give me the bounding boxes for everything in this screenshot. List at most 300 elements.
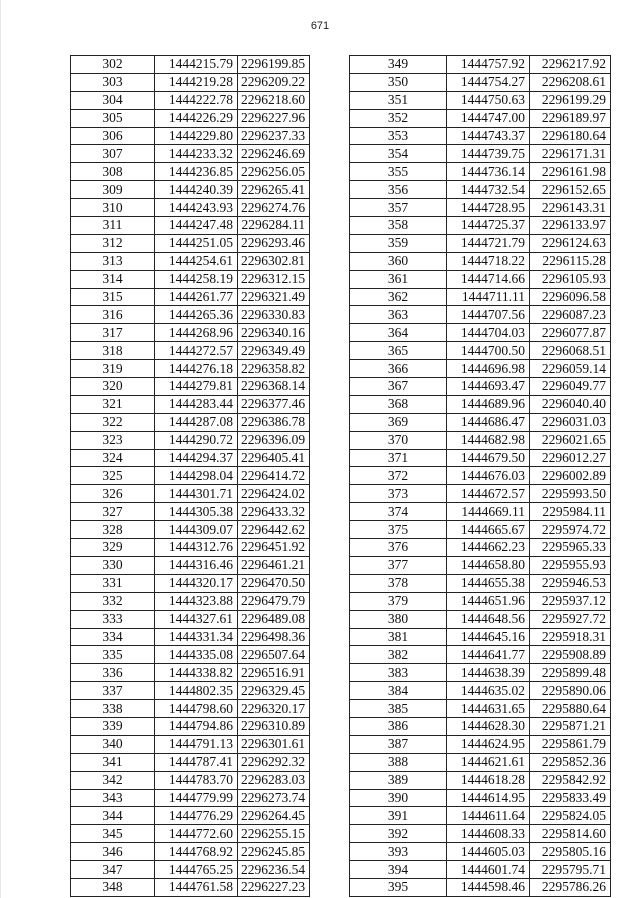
x-coordinate-cell: 1444689.96 [447,395,530,413]
y-coordinate-cell: 2296105.93 [530,270,611,288]
y-coordinate-cell: 2296199.29 [530,91,611,109]
point-number-cell: 362 [350,288,447,306]
y-coordinate-cell: 2296302.81 [238,252,310,270]
y-coordinate-cell: 2296405.41 [238,449,310,467]
point-number-cell: 349 [350,56,447,74]
x-coordinate-cell: 1444714.66 [447,270,530,288]
x-coordinate-cell: 1444776.29 [155,807,238,825]
point-number-cell: 322 [71,413,155,431]
point-number-cell: 344 [71,807,155,825]
point-number-cell: 348 [71,878,155,896]
table-row [71,378,310,396]
y-coordinate-cell: 2296255.15 [238,825,310,843]
x-coordinate-cell: 1444676.03 [447,467,530,485]
point-number-cell: 386 [350,717,447,735]
point-number-cell: 383 [350,664,447,682]
y-coordinate-cell: 2296349.49 [238,342,310,360]
point-number-cell: 326 [71,485,155,503]
point-number-cell: 324 [71,449,155,467]
y-coordinate-cell: 2296246.69 [238,145,310,163]
y-coordinate-cell: 2296284.11 [238,217,310,235]
x-coordinate-cell: 1444258.19 [155,270,238,288]
y-coordinate-cell: 2295861.79 [530,735,611,753]
y-coordinate-cell: 2296068.51 [530,342,611,360]
y-coordinate-cell: 2296433.32 [238,503,310,521]
x-coordinate-cell: 1444614.95 [447,789,530,807]
table-row [71,449,310,467]
table-row [350,521,611,539]
y-coordinate-cell: 2296274.76 [238,199,310,217]
table-row [350,217,611,235]
y-coordinate-cell: 2296264.45 [238,807,310,825]
x-coordinate-cell: 1444757.92 [447,56,530,74]
y-coordinate-cell: 2296189.97 [530,109,611,127]
x-coordinate-cell: 1444312.76 [155,539,238,557]
y-coordinate-cell: 2296049.77 [530,378,611,396]
point-number-cell: 366 [350,360,447,378]
y-coordinate-cell: 2296143.31 [530,199,611,217]
point-number-cell: 312 [71,234,155,252]
x-coordinate-cell: 1444290.72 [155,431,238,449]
table-row [71,807,310,825]
table-row [71,628,310,646]
point-number-cell: 377 [350,556,447,574]
table-row [350,628,611,646]
point-number-cell: 339 [71,717,155,735]
x-coordinate-cell: 1444301.71 [155,485,238,503]
y-coordinate-cell: 2295974.72 [530,521,611,539]
table-row [350,109,611,127]
point-number-cell: 379 [350,592,447,610]
y-coordinate-cell: 2295965.33 [530,539,611,557]
point-number-cell: 346 [71,843,155,861]
x-coordinate-cell: 1444638.39 [447,664,530,682]
table-row [350,234,611,252]
coordinates-table-right [349,55,611,897]
point-number-cell: 309 [71,181,155,199]
x-coordinate-cell: 1444298.04 [155,467,238,485]
table-row [71,753,310,771]
x-coordinate-cell: 1444704.03 [447,324,530,342]
x-coordinate-cell: 1444305.38 [155,503,238,521]
table-row [71,56,310,74]
point-number-cell: 382 [350,646,447,664]
x-coordinate-cell: 1444618.28 [447,771,530,789]
point-number-cell: 331 [71,574,155,592]
point-number-cell: 359 [350,234,447,252]
y-coordinate-cell: 2296087.23 [530,306,611,324]
y-coordinate-cell: 2295880.64 [530,700,611,718]
y-coordinate-cell: 2296273.74 [238,789,310,807]
point-number-cell: 308 [71,163,155,181]
x-coordinate-cell: 1444765.25 [155,861,238,879]
x-coordinate-cell: 1444226.29 [155,109,238,127]
table-row [71,682,310,700]
x-coordinate-cell: 1444611.64 [447,807,530,825]
x-coordinate-cell: 1444672.57 [447,485,530,503]
x-coordinate-cell: 1444665.67 [447,521,530,539]
table-row [350,324,611,342]
x-coordinate-cell: 1444750.63 [447,91,530,109]
table-row [350,145,611,163]
point-number-cell: 310 [71,199,155,217]
table-row [71,485,310,503]
x-coordinate-cell: 1444233.32 [155,145,238,163]
x-coordinate-cell: 1444247.48 [155,217,238,235]
page-edge [0,0,1,898]
x-coordinate-cell: 1444628.30 [447,717,530,735]
point-number-cell: 370 [350,431,447,449]
point-number-cell: 320 [71,378,155,396]
x-coordinate-cell: 1444787.41 [155,753,238,771]
x-coordinate-cell: 1444251.05 [155,234,238,252]
y-coordinate-cell: 2296293.46 [238,234,310,252]
y-coordinate-cell: 2295786.26 [530,878,611,896]
x-coordinate-cell: 1444272.57 [155,342,238,360]
point-number-cell: 361 [350,270,447,288]
table-row [350,485,611,503]
y-coordinate-cell: 2296265.41 [238,181,310,199]
x-coordinate-cell: 1444316.46 [155,556,238,574]
y-coordinate-cell: 2295814.60 [530,825,611,843]
x-coordinate-cell: 1444641.77 [447,646,530,664]
table-row [350,127,611,145]
y-coordinate-cell: 2296310.89 [238,717,310,735]
y-coordinate-cell: 2295833.49 [530,789,611,807]
y-coordinate-cell: 2296330.83 [238,306,310,324]
y-coordinate-cell: 2296424.02 [238,485,310,503]
x-coordinate-cell: 1444601.74 [447,861,530,879]
x-coordinate-cell: 1444268.96 [155,324,238,342]
x-coordinate-cell: 1444747.00 [447,109,530,127]
x-coordinate-cell: 1444283.44 [155,395,238,413]
x-coordinate-cell: 1444243.93 [155,199,238,217]
y-coordinate-cell: 2295937.12 [530,592,611,610]
x-coordinate-cell: 1444721.79 [447,234,530,252]
x-coordinate-cell: 1444254.61 [155,252,238,270]
x-coordinate-cell: 1444261.77 [155,288,238,306]
y-coordinate-cell: 2296507.64 [238,646,310,664]
table-row [350,861,611,879]
x-coordinate-cell: 1444736.14 [447,163,530,181]
y-coordinate-cell: 2296199.85 [238,56,310,74]
x-coordinate-cell: 1444624.95 [447,735,530,753]
point-number-cell: 311 [71,217,155,235]
table-row [350,467,611,485]
point-number-cell: 327 [71,503,155,521]
table-row [350,342,611,360]
point-number-cell: 341 [71,753,155,771]
point-number-cell: 364 [350,324,447,342]
point-number-cell: 375 [350,521,447,539]
point-number-cell: 367 [350,378,447,396]
x-coordinate-cell: 1444635.02 [447,682,530,700]
table-row [350,825,611,843]
point-number-cell: 372 [350,467,447,485]
y-coordinate-cell: 2296301.61 [238,735,310,753]
table-row [71,700,310,718]
x-coordinate-cell: 1444743.37 [447,127,530,145]
x-coordinate-cell: 1444662.23 [447,539,530,557]
table-row [350,360,611,378]
table-row [71,234,310,252]
x-coordinate-cell: 1444648.56 [447,610,530,628]
table-row [71,467,310,485]
x-coordinate-cell: 1444658.80 [447,556,530,574]
y-coordinate-cell: 2296124.63 [530,234,611,252]
point-number-cell: 340 [71,735,155,753]
y-coordinate-cell: 2295871.21 [530,717,611,735]
y-coordinate-cell: 2296414.72 [238,467,310,485]
x-coordinate-cell: 1444655.38 [447,574,530,592]
point-number-cell: 317 [71,324,155,342]
table-row [350,753,611,771]
point-number-cell: 307 [71,145,155,163]
table-row [71,556,310,574]
x-coordinate-cell: 1444621.61 [447,753,530,771]
table-row [71,592,310,610]
y-coordinate-cell: 2295795.71 [530,861,611,879]
x-coordinate-cell: 1444679.50 [447,449,530,467]
y-coordinate-cell: 2295852.36 [530,753,611,771]
point-number-cell: 387 [350,735,447,753]
table-row [350,73,611,91]
table-row [71,539,310,557]
table-row [350,413,611,431]
table-row [71,413,310,431]
x-coordinate-cell: 1444222.78 [155,91,238,109]
table-row [350,610,611,628]
table-row [71,574,310,592]
point-number-cell: 358 [350,217,447,235]
point-number-cell: 384 [350,682,447,700]
table-row [350,91,611,109]
x-coordinate-cell: 1444279.81 [155,378,238,396]
x-coordinate-cell: 1444338.82 [155,664,238,682]
x-coordinate-cell: 1444682.98 [447,431,530,449]
x-coordinate-cell: 1444331.34 [155,628,238,646]
point-number-cell: 343 [71,789,155,807]
table-row [71,127,310,145]
table-row [350,664,611,682]
table-row [71,521,310,539]
point-number-cell: 393 [350,843,447,861]
y-coordinate-cell: 2296217.92 [530,56,611,74]
y-coordinate-cell: 2296283.03 [238,771,310,789]
x-coordinate-cell: 1444783.70 [155,771,238,789]
x-coordinate-cell: 1444686.47 [447,413,530,431]
table-row [350,56,611,74]
point-number-cell: 314 [71,270,155,288]
table-row [350,503,611,521]
y-coordinate-cell: 2296245.85 [238,843,310,861]
table-row [71,306,310,324]
point-number-cell: 319 [71,360,155,378]
table-row [71,789,310,807]
y-coordinate-cell: 2296096.58 [530,288,611,306]
table-row [71,664,310,682]
table-row [71,109,310,127]
table-row [350,199,611,217]
table-row [71,73,310,91]
table-row [71,861,310,879]
y-coordinate-cell: 2295946.53 [530,574,611,592]
table-row [350,395,611,413]
y-coordinate-cell: 2296386.78 [238,413,310,431]
y-coordinate-cell: 2296031.03 [530,413,611,431]
x-coordinate-cell: 1444598.46 [447,878,530,896]
point-number-cell: 302 [71,56,155,74]
table-row [71,646,310,664]
x-coordinate-cell: 1444802.35 [155,682,238,700]
table-row [350,789,611,807]
point-number-cell: 390 [350,789,447,807]
x-coordinate-cell: 1444631.65 [447,700,530,718]
y-coordinate-cell: 2296236.54 [238,861,310,879]
table-body [350,56,611,897]
table-row [71,878,310,896]
y-coordinate-cell: 2295899.48 [530,664,611,682]
point-number-cell: 368 [350,395,447,413]
x-coordinate-cell: 1444229.80 [155,127,238,145]
y-coordinate-cell: 2296479.79 [238,592,310,610]
table-row [71,503,310,521]
y-coordinate-cell: 2296012.27 [530,449,611,467]
table-row [350,431,611,449]
table-row [71,163,310,181]
x-coordinate-cell: 1444700.50 [447,342,530,360]
x-coordinate-cell: 1444309.07 [155,521,238,539]
table-row [71,825,310,843]
point-number-cell: 342 [71,771,155,789]
point-number-cell: 316 [71,306,155,324]
y-coordinate-cell: 2296256.05 [238,163,310,181]
table-row [350,556,611,574]
table-row [350,771,611,789]
point-number-cell: 352 [350,109,447,127]
point-number-cell: 323 [71,431,155,449]
x-coordinate-cell: 1444327.61 [155,610,238,628]
x-coordinate-cell: 1444608.33 [447,825,530,843]
x-coordinate-cell: 1444651.96 [447,592,530,610]
coordinates-table-left [70,55,310,897]
y-coordinate-cell: 2295955.93 [530,556,611,574]
x-coordinate-cell: 1444323.88 [155,592,238,610]
point-number-cell: 336 [71,664,155,682]
table-row [350,646,611,664]
table-row [350,735,611,753]
table-row [71,252,310,270]
point-number-cell: 373 [350,485,447,503]
point-number-cell: 351 [350,91,447,109]
table-row [71,181,310,199]
point-number-cell: 330 [71,556,155,574]
table-row [71,735,310,753]
y-coordinate-cell: 2296059.14 [530,360,611,378]
table-row [350,378,611,396]
y-coordinate-cell: 2296077.87 [530,324,611,342]
table-row [71,771,310,789]
x-coordinate-cell: 1444794.86 [155,717,238,735]
x-coordinate-cell: 1444669.11 [447,503,530,521]
x-coordinate-cell: 1444739.75 [447,145,530,163]
page-number: 671 [310,20,330,32]
y-coordinate-cell: 2296227.96 [238,109,310,127]
x-coordinate-cell: 1444645.16 [447,628,530,646]
y-coordinate-cell: 2296489.08 [238,610,310,628]
x-coordinate-cell: 1444265.36 [155,306,238,324]
x-coordinate-cell: 1444696.98 [447,360,530,378]
point-number-cell: 388 [350,753,447,771]
x-coordinate-cell: 1444287.08 [155,413,238,431]
point-number-cell: 395 [350,878,447,896]
x-coordinate-cell: 1444791.13 [155,735,238,753]
x-coordinate-cell: 1444276.18 [155,360,238,378]
table-row [71,324,310,342]
point-number-cell: 360 [350,252,447,270]
table-row [71,145,310,163]
y-coordinate-cell: 2296368.14 [238,378,310,396]
table-row [350,574,611,592]
y-coordinate-cell: 2296133.97 [530,217,611,235]
point-number-cell: 347 [71,861,155,879]
point-number-cell: 378 [350,574,447,592]
point-number-cell: 365 [350,342,447,360]
y-coordinate-cell: 2295890.06 [530,682,611,700]
point-number-cell: 391 [350,807,447,825]
table-row [350,807,611,825]
point-number-cell: 321 [71,395,155,413]
x-coordinate-cell: 1444707.56 [447,306,530,324]
y-coordinate-cell: 2295993.50 [530,485,611,503]
point-number-cell: 333 [71,610,155,628]
y-coordinate-cell: 2296209.22 [238,73,310,91]
x-coordinate-cell: 1444294.37 [155,449,238,467]
point-number-cell: 306 [71,127,155,145]
table-row [350,717,611,735]
x-coordinate-cell: 1444798.60 [155,700,238,718]
table-row [71,843,310,861]
table-row [350,878,611,896]
point-number-cell: 328 [71,521,155,539]
y-coordinate-cell: 2296292.32 [238,753,310,771]
point-number-cell: 303 [71,73,155,91]
y-coordinate-cell: 2296470.50 [238,574,310,592]
point-number-cell: 350 [350,73,447,91]
y-coordinate-cell: 2296498.36 [238,628,310,646]
y-coordinate-cell: 2296340.16 [238,324,310,342]
point-number-cell: 380 [350,610,447,628]
point-number-cell: 329 [71,539,155,557]
y-coordinate-cell: 2296040.40 [530,395,611,413]
x-coordinate-cell: 1444693.47 [447,378,530,396]
table-row [350,252,611,270]
table-row [350,843,611,861]
point-number-cell: 374 [350,503,447,521]
x-coordinate-cell: 1444718.22 [447,252,530,270]
y-coordinate-cell: 2296218.60 [238,91,310,109]
table-row [71,217,310,235]
y-coordinate-cell: 2295805.16 [530,843,611,861]
y-coordinate-cell: 2295824.05 [530,807,611,825]
point-number-cell: 332 [71,592,155,610]
y-coordinate-cell: 2296329.45 [238,682,310,700]
table-row [71,270,310,288]
y-coordinate-cell: 2295908.89 [530,646,611,664]
table-row [71,360,310,378]
table-row [350,163,611,181]
x-coordinate-cell: 1444732.54 [447,181,530,199]
